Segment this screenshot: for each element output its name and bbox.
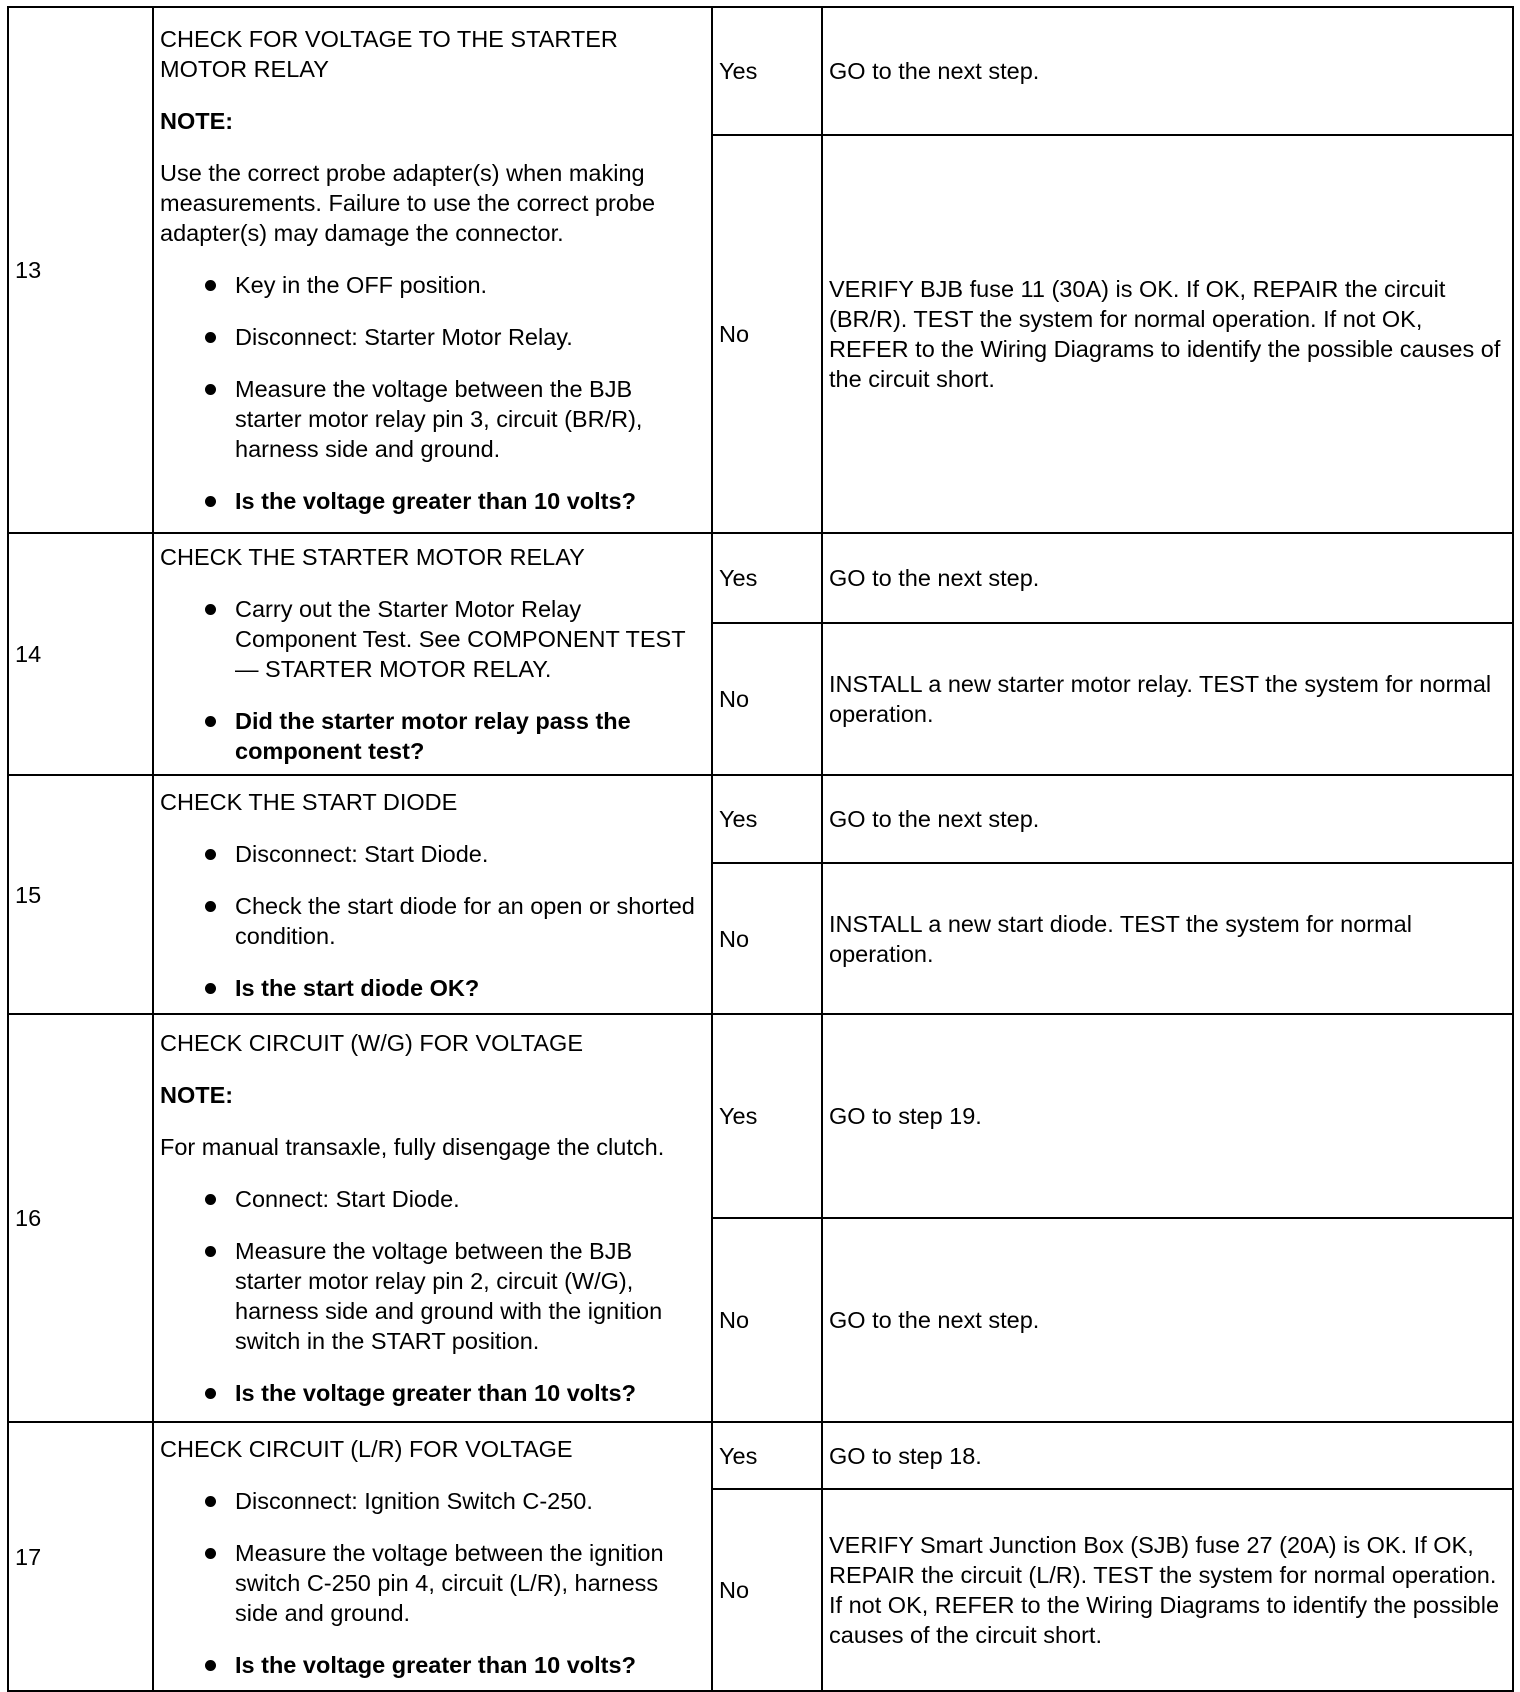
list-item: Measure the voltage between the BJB starter motor relay pin 3, circuit (BR/R), harness side and ground. [160, 374, 705, 464]
step-title: CHECK CIRCUIT (W/G) FOR VOLTAGE [160, 1030, 584, 1056]
no-outcome: VERIFY Smart Junction Box (SJB) fuse 27 (20A) is OK. If OK, REPAIR the circuit (L/R). TEST the system for normal operation. If not OK, REFER to the Wiring Diagrams to identify the possible causes of the circuit short. [822, 1489, 1513, 1691]
note-label: NOTE: [160, 108, 234, 134]
step-title: CHECK CIRCUIT (L/R) FOR VOLTAGE [160, 1435, 573, 1462]
no-label: No [712, 1489, 822, 1691]
yes-label: Yes [712, 1422, 822, 1489]
yes-label: Yes [712, 1014, 822, 1218]
no-label: No [712, 1218, 822, 1422]
action-list [160, 839, 705, 1003]
step-question: Is the voltage greater than 10 volts? [160, 1378, 705, 1408]
step-title: CHECK FOR VOLTAGE TO THE STARTER MOTOR RELAY [160, 26, 618, 82]
yes-outcome: GO to the next step. [822, 7, 1513, 135]
diagnostic-table [7, 6, 1514, 1692]
action-list [160, 270, 705, 516]
list-item: Measure the voltage between the BJB starter motor relay pin 2, circuit (W/G), harness side and ground with the ignition switch in the START position. [160, 1236, 705, 1356]
note-text: Use the correct probe adapter(s) when making measurements. Failure to use the correct probe adapter(s) may damage the connector. [160, 160, 656, 246]
action-list [160, 1184, 705, 1408]
step-actions [153, 1422, 712, 1691]
list-item: Carry out the Starter Motor Relay Component Test. See COMPONENT TEST — STARTER MOTOR RELAY. [160, 594, 705, 684]
no-outcome: GO to the next step. [822, 1218, 1513, 1422]
step-question: Is the voltage greater than 10 volts? [160, 1650, 705, 1680]
no-label: No [712, 863, 822, 1014]
yes-label: Yes [712, 7, 822, 135]
list-item: Disconnect: Start Diode. [160, 839, 705, 869]
step-actions [153, 775, 712, 1014]
yes-outcome: GO to the next step. [822, 533, 1513, 623]
step-actions [153, 7, 712, 533]
list-item: Check the start diode for an open or shorted condition. [160, 891, 705, 951]
note-label: NOTE: [160, 1082, 234, 1108]
step-number: 16 [8, 1014, 153, 1422]
step-row-13 [8, 7, 1513, 135]
list-item: Disconnect: Ignition Switch C-250. [160, 1486, 705, 1516]
step-question: Is the voltage greater than 10 volts? [160, 486, 705, 516]
action-list [160, 1486, 705, 1680]
step-number: 15 [8, 775, 153, 1014]
step-number: 17 [8, 1422, 153, 1691]
action-list [160, 594, 705, 766]
yes-outcome: GO to step 18. [822, 1422, 1513, 1489]
step-title: CHECK THE STARTER MOTOR RELAY [160, 544, 585, 570]
step-actions [153, 1014, 712, 1422]
list-item: Key in the OFF position. [160, 270, 705, 300]
step-row-15 [8, 775, 1513, 863]
yes-outcome: GO to the next step. [822, 775, 1513, 863]
step-actions [153, 533, 712, 775]
step-row-14 [8, 533, 1513, 623]
list-item: Disconnect: Starter Motor Relay. [160, 322, 705, 352]
yes-label: Yes [712, 533, 822, 623]
step-title: CHECK THE START DIODE [160, 788, 458, 815]
list-item: Connect: Start Diode. [160, 1184, 705, 1214]
yes-outcome: GO to step 19. [822, 1014, 1513, 1218]
note-text: For manual transaxle, fully disengage the clutch. [160, 1134, 665, 1160]
yes-label: Yes [712, 775, 822, 863]
step-question: Is the start diode OK? [160, 973, 705, 1003]
no-label: No [712, 623, 822, 775]
no-outcome: INSTALL a new starter motor relay. TEST the system for normal operation. [822, 623, 1513, 775]
step-number: 14 [8, 533, 153, 775]
no-outcome: INSTALL a new start diode. TEST the system for normal operation. [822, 863, 1513, 1014]
step-question: Did the starter motor relay pass the component test? [160, 706, 705, 766]
step-row-17 [8, 1422, 1513, 1489]
step-row-16 [8, 1014, 1513, 1218]
no-outcome: VERIFY BJB fuse 11 (30A) is OK. If OK, REPAIR the circuit (BR/R). TEST the system for normal operation. If not OK, REFER to the Wiring Diagrams to identify the possible causes of the circuit short. [822, 135, 1513, 533]
step-number: 13 [8, 7, 153, 533]
no-label: No [712, 135, 822, 533]
list-item: Measure the voltage between the ignition switch C-250 pin 4, circuit (L/R), harness side and ground. [160, 1538, 705, 1628]
